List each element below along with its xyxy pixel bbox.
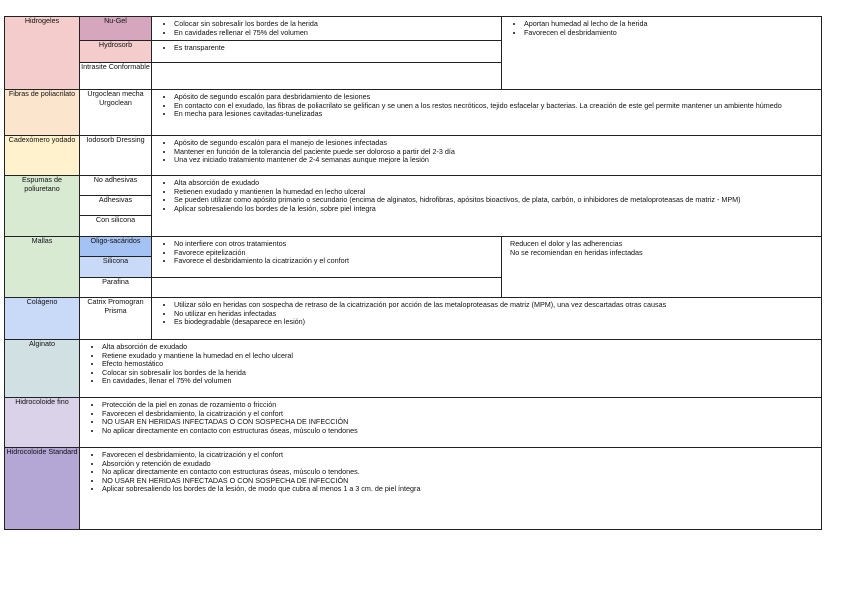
bullet-list [80,340,821,386]
bullet-item: • Apósito de segundo escalón para desbridamiento de lesiones [174,93,817,102]
bullet-item: • Es transparente [174,44,497,53]
table-row [5,340,822,398]
product-label: Parafina [102,277,129,286]
bullet-list [152,136,821,165]
bullet-list [80,398,821,435]
table-row [5,298,822,340]
bullet-item: • Retienen exudado y mantienen la humedad en lecho ulceral [174,188,817,197]
bullet-item: • NO USAR EN HERIDAS INFECTADAS O CON SOSPECHA DE INFECCIÓN [102,418,817,427]
category-label: Cadexómero yodado [8,135,76,144]
description-cell [152,176,822,237]
bullet-list [152,17,501,37]
category-cell [5,448,80,530]
description-cell [152,17,502,41]
bullet-item: • Mantener en función de la tolerancia del paciente puede ser doloroso a partir del 2-3 día [174,148,817,157]
table-row [5,448,822,530]
category-label: Colágeno [26,297,58,306]
category-cell [5,90,80,136]
product-label: Oligo-sacáridos [90,236,141,245]
notes-text [502,237,821,257]
notes-cell [502,17,822,90]
notes-cell [502,237,822,298]
product-label: Iodosorb Dressing [86,135,145,144]
bullet-item: • En contacto con el exudado, las fibras de poliacrilato se gelifican y se unen a los restos necróticos, tejido esfacelar y bacterias. La creación de este gel permite mantener un ambiente húmedo [174,102,817,111]
bullet-list [152,298,821,327]
bullet-list [152,41,501,53]
category-label: Fibras de poliacrilato [8,89,76,98]
product-label: Con silicona [95,215,136,224]
bullet-item: • No aplicar directamente en contacto con estructuras óseas, músculo o tendones [102,427,817,436]
product-label: Nu-Gel [104,16,127,25]
category-label: Hidrogeles [24,16,60,25]
bullet-list [152,90,821,119]
bullet-item: • Utilizar sólo en heridas con sospecha de retraso de la cicatrización por acción de las metaloproteasas de matriz (MPM), una vez descartadas otras causas [174,301,817,310]
table-row [5,136,822,176]
description-cell [80,340,822,398]
description-cell [152,278,502,298]
description-cell [152,41,502,63]
category-label: Hidrocoloide Standard [6,447,78,456]
category-cell [5,237,80,298]
document-page [4,16,822,530]
bullet-item: • Colocar sin sobresalir los bordes de la herida [174,20,497,29]
bullet-item: • En cavidades rellenar el 75% del volumen [174,29,497,38]
description-cell [152,136,822,176]
bullet-item: • Alta absorción de exudado [102,343,817,352]
table-row [5,237,822,257]
bullet-item: • Favorecen el desbridamiento [524,29,817,38]
bullet-list [152,237,501,266]
category-label: Hidrocoloide fino [15,397,69,406]
bullet-item: • Aplicar sobresaliendo los bordes de la lesión, sobre piel íntegra [174,205,817,214]
product-label: Intrasite Conformable [81,62,150,71]
product-cell [80,196,152,216]
bullet-item: • Alta absorción de exudado [174,179,817,188]
bullet-item: • Favorece epitelización [174,249,497,258]
bullet-item: • No interfiere con otros tratamientos [174,240,497,249]
bullet-list [80,448,821,494]
bullet-item: • NO USAR EN HERIDAS INFECTADAS O CON SOSPECHA DE INFECCIÓN [102,477,817,486]
bullet-item: • Una vez iniciado tratamiento mantener de 2-4 semanas aunque mejore la lesión [174,156,817,165]
product-label: Urgoclean mecha Urgoclean [87,89,144,107]
bullet-item: • No utilizar en heridas infectadas [174,310,817,319]
bullet-item: • Se pueden utilizar como apósito primario o secundario (encima de alginatos, hidrofibras, apósitos bioactivos, de plata, carbón, o inhibidores de metaloproteasas de matriz - MPM) [174,196,817,205]
note-line: No se recomiendan en heridas infectadas [510,247,643,257]
product-label: No adhesivas [93,175,138,184]
table-row [5,90,822,136]
bullet-item: • Aportan humedad al lecho de la herida [524,20,817,29]
bullet-item: • En cavidades, llenar el 75% del volumen [102,377,817,386]
bullet-item: • Colocar sin sobresalir los bordes de la herida [102,369,817,378]
product-cell [80,90,152,136]
note-line: Reducen el dolor y las adherencias [510,239,623,248]
bullet-item: • Es biodegradable (desaparece en lesión) [174,318,817,327]
bullet-item: • Efecto hemostático [102,360,817,369]
bullet-list [502,17,821,37]
category-label: Espumas de poliuretano [22,175,62,193]
product-cell [80,278,152,298]
product-cell [80,63,152,90]
category-cell [5,176,80,237]
product-label: Hydrosorb [98,40,133,49]
bullet-list [152,176,821,213]
description-cell [80,448,822,530]
product-cell [80,136,152,176]
bullet-item: • En mecha para lesiones cavitadas-tunelizadas [174,110,817,119]
table-row [5,398,822,448]
description-cell [152,90,822,136]
description-cell [152,63,502,90]
category-label: Mallas [31,236,53,245]
product-label: Adhesivas [98,195,133,204]
product-cell [80,237,152,257]
description-cell [152,237,502,278]
bullet-item: • Aplicar sobresaliendo los bordes de la lesión, de modo que cubra al menos 1 a 3 cm. de piel íntegra [102,485,817,494]
dressings-table [4,16,822,530]
product-label: Silicona [102,256,129,265]
bullet-item: • No aplicar directamente en contacto con estructuras óseas, músculo o tendones. [102,468,817,477]
table-row [5,176,822,196]
product-cell [80,176,152,196]
category-cell [5,298,80,340]
bullet-item: • Favorecen el desbridamiento, la cicatrización y el confort [102,451,817,460]
bullet-item: • Retiene exudado y mantiene la humedad en el lecho ulceral [102,352,817,361]
bullet-item: • Favorece el desbridamiento la cicatrización y el confort [174,257,497,266]
product-cell [80,298,152,340]
bullet-item: • Absorción y retención de exudado [102,460,817,469]
product-cell [80,17,152,41]
category-cell [5,17,80,90]
category-cell [5,136,80,176]
description-cell [152,298,822,340]
category-cell [5,398,80,448]
product-cell [80,41,152,63]
product-label: Catrix Promogran Prisma [87,297,144,315]
category-cell [5,340,80,398]
product-cell [80,257,152,278]
bullet-item: • Favorecen el desbridamiento, la cicatrización y el confort [102,410,817,419]
product-cell [80,216,152,237]
bullet-item: • Apósito de segundo escalón para el manejo de lesiones infectadas [174,139,817,148]
bullet-item: • Protección de la piel en zonas de rozamiento o fricción [102,401,817,410]
description-cell [80,398,822,448]
category-label: Alginato [29,339,55,348]
table-row [5,17,822,41]
